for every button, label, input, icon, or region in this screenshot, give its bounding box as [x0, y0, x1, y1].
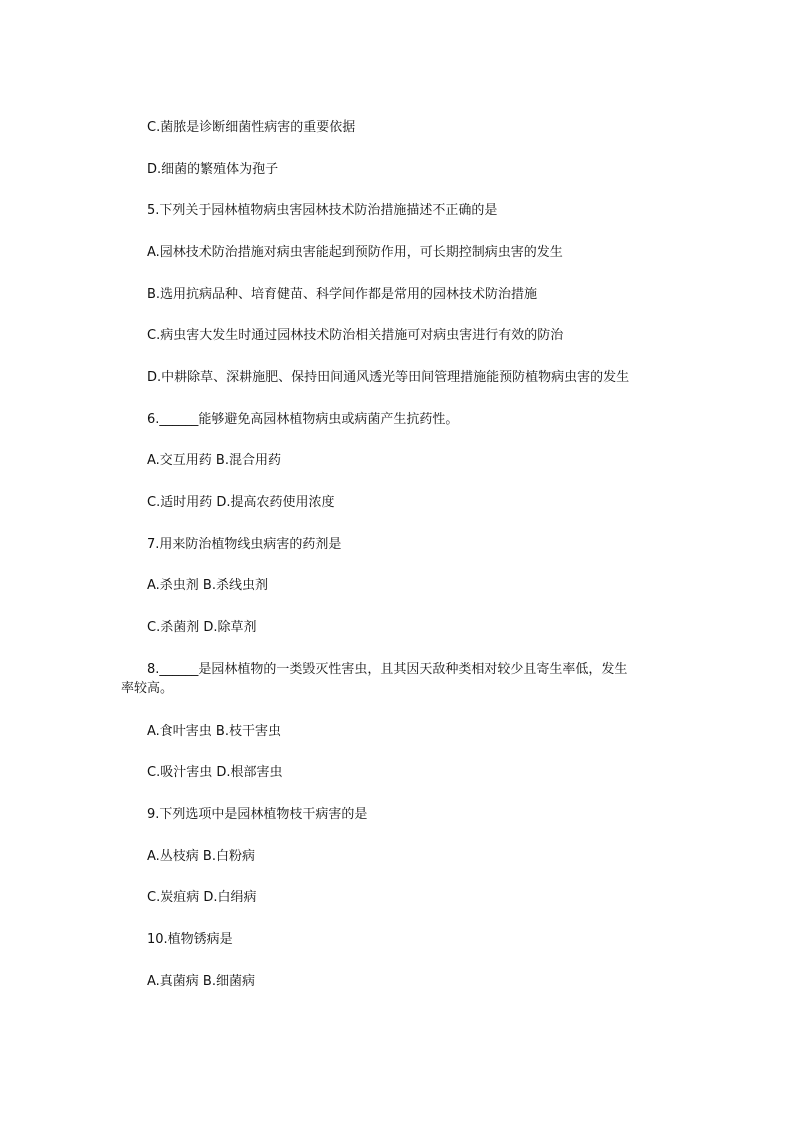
options-cd-q9: C.炭疽病 D.白绢病	[147, 890, 257, 905]
options-ab-q10: A.真菌病 B.细菌病	[147, 974, 255, 989]
options-cd-q7: C.杀菌剂 D.除草剂	[147, 620, 257, 635]
option-a-q5: A.园林技术防治措施对病虫害能起到预防作用，可长期控制病虫害的发生	[147, 245, 563, 260]
question-7: 7.用来防治植物线虫病害的药剂是	[147, 537, 342, 552]
question-9: 9.下列选项中是园林植物枝干病害的是	[147, 807, 368, 822]
options-cd-q6: C.适时用药 D.提高农药使用浓度	[147, 495, 335, 510]
options-ab-q6: A.交互用药 B.混合用药	[147, 453, 281, 468]
question-8-line-1: 8.______是园林植物的一类毁灭性害虫，且其因天敌种类相对较少且寄生率低，发生	[147, 662, 628, 677]
question-6: 6.______能够避免高园林植物病虫或病菌产生抗药性。	[147, 412, 459, 427]
question-8-line-2: 率较高。	[121, 681, 174, 696]
option-c-q4: C.菌脓是诊断细菌性病害的重要依据	[147, 120, 356, 135]
option-d-q4: D.细菌的繁殖体为孢子	[147, 162, 279, 177]
question-5: 5.下列关于园林植物病虫害园林技术防治措施描述不正确的是	[147, 203, 498, 218]
question-10: 10.植物锈病是	[147, 932, 233, 947]
option-d-q5: D.中耕除草、深耕施肥、保持田间通风透光等田间管理措施能预防植物病虫害的发生	[147, 370, 630, 385]
options-ab-q9: A.丛枝病 B.白粉病	[147, 849, 255, 864]
option-c-q5: C.病虫害大发生时通过园林技术防治相关措施可对病虫害进行有效的防治	[147, 328, 564, 343]
options-cd-q8: C.吸汁害虫 D.根部害虫	[147, 765, 283, 780]
option-b-q5: B.选用抗病品种、培育健苗、科学间作都是常用的园林技术防治措施	[147, 287, 538, 302]
options-ab-q8: A.食叶害虫 B.枝干害虫	[147, 724, 281, 739]
options-ab-q7: A.杀虫剂 B.杀线虫剂	[147, 578, 268, 593]
